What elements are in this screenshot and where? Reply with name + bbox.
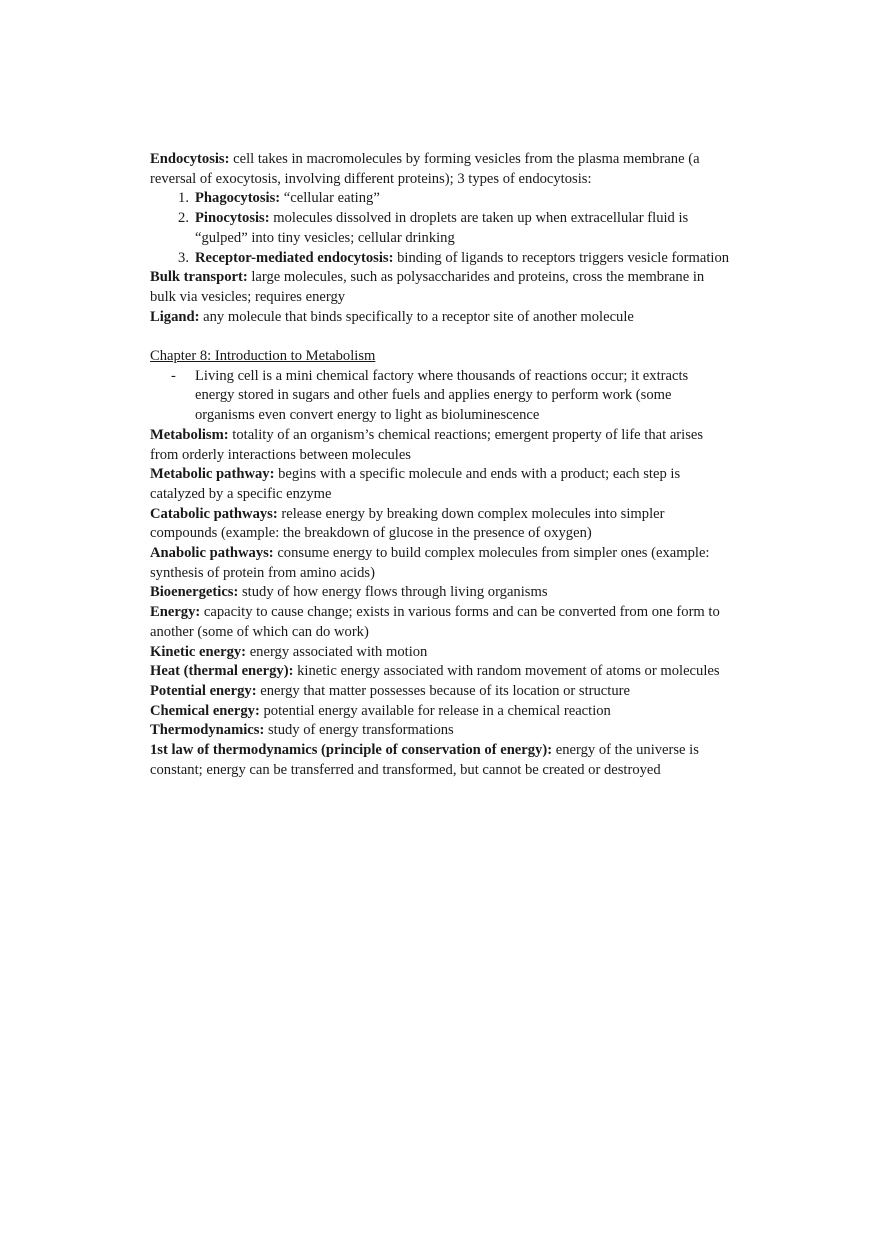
- definition-text: energy that matter possesses because of its location or structure: [256, 682, 630, 699]
- definition-ligand: [150, 308, 730, 328]
- definition-text: cell takes in macromolecules by forming vesicles from the plasma membrane (a reversal of exocytosis, involving different proteins); 3 types of endocytosis:: [150, 151, 700, 187]
- blank-line: [150, 327, 730, 347]
- definition-term: Pinocytosis:: [195, 210, 270, 227]
- definition-heat: [150, 662, 730, 682]
- definition-text: binding of ligands to receptors triggers vesicle formation: [393, 249, 730, 266]
- definition-text: large molecules, such as polysaccharides and proteins, cross the membrane in bulk via vesicles; requires energy: [150, 269, 705, 305]
- definition-text: study of how energy flows through living organisms: [238, 584, 548, 601]
- definition-endocytosis: [150, 150, 730, 189]
- definition-term: Phagocytosis:: [195, 190, 281, 207]
- bullet-text: Living cell is a mini chemical factory where thousands of reactions occur; it extracts energy stored in sugars and other fuels and applies energy to perform work (some organisms even convert energy to light as bioluminescence: [195, 367, 689, 424]
- definition-term: Metabolic pathway:: [150, 466, 275, 483]
- definition-text: potential energy available for release in a chemical reaction: [259, 702, 611, 719]
- definition-anabolic-pathways: [150, 544, 730, 583]
- definition-text: consume energy to build complex molecules from simpler ones (example: synthesis of protein from amino acids): [150, 545, 710, 581]
- definition-term: Potential energy:: [150, 682, 257, 699]
- list-item: [178, 209, 730, 248]
- definition-text: release energy by breaking down complex molecules into simpler compounds (example: the breakdown of glucose in the presence of oxygen): [150, 505, 665, 542]
- definition-term: Anabolic pathways:: [150, 545, 274, 562]
- definition-potential-energy: [150, 682, 730, 702]
- definition-term: Endocytosis:: [150, 151, 230, 167]
- definition-catabolic-pathways: [150, 505, 730, 544]
- list-number: 2.: [178, 210, 189, 227]
- definition-bioenergetics: [150, 583, 730, 603]
- definition-text: totality of an organism’s chemical reactions; emergent property of life that arises from orderly interactions between molecules: [150, 426, 704, 463]
- definition-metabolic-pathway: [150, 465, 730, 504]
- list-item: [171, 367, 730, 426]
- definition-term: 1st law of thermodynamics (principle of conservation of energy):: [150, 742, 553, 759]
- definition-text: molecules dissolved in droplets are taken up when extracellular fluid is “gulped” into tiny vesicles; cellular drinking: [195, 210, 689, 246]
- definition-term: Ligand:: [150, 308, 200, 325]
- definition-chemical-energy: [150, 702, 730, 722]
- definition-metabolism: [150, 426, 730, 465]
- definition-text: capacity to cause change; exists in various forms and can be converted from one form to another (some of which can do work): [150, 604, 720, 640]
- list-number: 3.: [178, 249, 189, 266]
- definition-term: Bioenergetics:: [150, 584, 239, 601]
- definition-term: Heat (thermal energy):: [150, 663, 294, 680]
- definition-text: energy associated with motion: [246, 643, 428, 660]
- chapter-bullet-list: [150, 367, 730, 426]
- definition-text: any molecule that binds specifically to a receptor site of another molecule: [199, 308, 634, 325]
- definition-kinetic-energy: [150, 643, 730, 663]
- list-item: [178, 249, 730, 269]
- definition-term: Energy:: [150, 604, 201, 621]
- definition-text: energy of the universe is constant; energy can be transferred and transformed, but cannot be created or destroyed: [150, 742, 699, 778]
- definition-first-law: [150, 741, 730, 780]
- definition-term: Bulk transport:: [150, 269, 248, 286]
- definition-text: “cellular eating”: [280, 190, 380, 207]
- definition-energy: [150, 603, 730, 642]
- definition-text: study of energy transformations: [264, 722, 454, 739]
- chapter-heading: Chapter 8: Introduction to Metabolism: [150, 348, 376, 365]
- definition-term: Metabolism:: [150, 426, 229, 443]
- definition-text: kinetic energy associated with random movement of atoms or molecules: [293, 663, 720, 680]
- definition-term: Chemical energy:: [150, 702, 260, 719]
- definition-term: Thermodynamics:: [150, 722, 265, 739]
- bullet-marker: -: [171, 367, 176, 384]
- definition-thermodynamics: [150, 721, 730, 741]
- list-number: 1.: [178, 190, 189, 207]
- definition-term: Receptor-mediated endocytosis:: [195, 249, 394, 266]
- definition-bulk-transport: [150, 268, 730, 307]
- definition-term: Catabolic pathways:: [150, 505, 278, 522]
- document-page: [150, 150, 730, 780]
- definition-term: Kinetic energy:: [150, 643, 247, 660]
- list-item: [178, 189, 730, 209]
- endocytosis-types-list: [150, 189, 730, 268]
- definition-text: begins with a specific molecule and ends with a product; each step is catalyzed by a specific enzyme: [150, 466, 681, 502]
